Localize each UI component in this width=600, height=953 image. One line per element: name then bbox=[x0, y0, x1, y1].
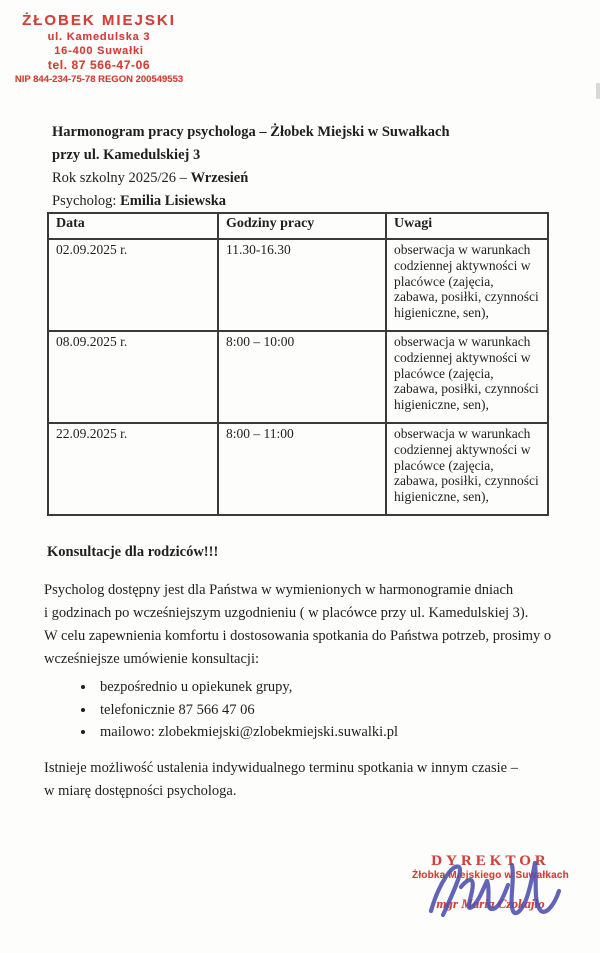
notes-cell: obserwacja w warunkach codziennej aktywności w placówce (zajęcia, zabawa, posiłki, czynności higieniczne, sen), bbox=[386, 331, 548, 423]
table-header-row bbox=[48, 213, 548, 239]
document-title-line2: przy ul. Kamedulskiej 3 bbox=[52, 147, 201, 163]
nursery-address-stamp bbox=[10, 12, 188, 86]
school-year-month: Wrzesień bbox=[190, 170, 249, 186]
stamp-nip-regon: NIP 844-234-75-78 REGON 200549553 bbox=[14, 74, 184, 85]
contact-options-list bbox=[44, 676, 576, 744]
closing-paragraph bbox=[44, 757, 569, 803]
contact-option-email: • mailowo: zlobekmiejski@zlobekmiejski.suwalki.pl bbox=[96, 721, 576, 744]
psychologist-name: Emilia Lisiewska bbox=[120, 193, 227, 209]
stamp-nursery-name: ŻŁOBEK MIEJSKI bbox=[22, 12, 176, 29]
consultations-intro-paragraph bbox=[44, 579, 569, 671]
table-row bbox=[48, 423, 548, 515]
stamp-phone: tel. 87 566-47-06 bbox=[47, 58, 151, 72]
contact-option-phone: • telefonicznie 87 566 47 06 bbox=[96, 699, 576, 722]
closing-line: w miarę dostępności psychologa. bbox=[44, 783, 237, 799]
school-year-prefix: Rok szkolny 2025/26 – bbox=[52, 170, 191, 186]
document-header bbox=[52, 121, 562, 213]
director-stamp bbox=[393, 853, 588, 911]
psychologist-line bbox=[52, 190, 562, 213]
intro-line: i godzinach po wcześniejszym uzgodnieniu ( w placówce przy ul. Kamedulskiej 3). bbox=[44, 605, 529, 621]
hours-cell: 11.30-16.30 bbox=[218, 239, 386, 331]
director-subtitle: Żłobka Miejskiego w Suwałkach bbox=[412, 870, 569, 881]
date-cell: 08.09.2025 r. bbox=[48, 331, 218, 423]
school-year-line bbox=[52, 167, 562, 190]
contact-option-caregivers: • bezpośrednio u opiekunek grupy, bbox=[96, 676, 576, 699]
date-cell: 02.09.2025 r. bbox=[48, 239, 218, 331]
intro-line: Psycholog dostępny jest dla Państwa w wymienionych w harmonogramie dniach bbox=[44, 582, 514, 598]
director-name: mgr Maria Czokajło bbox=[436, 896, 545, 911]
stamp-street: ul. Kamedulska 3 bbox=[47, 31, 151, 43]
schedule-table bbox=[47, 212, 549, 516]
consultations-heading: Konsultacje dla rodziców!!! bbox=[47, 544, 219, 560]
intro-line: W celu zapewnienia komfortu i dostosowania spotkania do Państwa potrzeb, prosimy o bbox=[44, 628, 552, 644]
psychologist-prefix: Psycholog: bbox=[52, 193, 121, 209]
column-header-date: Data bbox=[48, 213, 218, 239]
director-title: DYREKTOR bbox=[431, 853, 550, 869]
column-header-hours: Godziny pracy bbox=[218, 213, 386, 239]
notes-cell: obserwacja w warunkach codziennej aktywności w placówce (zajęcia, zabawa, posiłki, czynności higieniczne, sen), bbox=[386, 239, 548, 331]
notes-cell: obserwacja w warunkach codziennej aktywności w placówce (zajęcia, zabawa, posiłki, czynności higieniczne, sen), bbox=[386, 423, 548, 515]
document-title-line1: Harmonogram pracy psychologa – Żłobek Miejski w Suwałkach bbox=[52, 124, 450, 140]
column-header-notes: Uwagi bbox=[386, 213, 548, 239]
table-row bbox=[48, 239, 548, 331]
scan-artifact bbox=[596, 83, 600, 99]
table-row bbox=[48, 331, 548, 423]
hours-cell: 8:00 – 10:00 bbox=[218, 331, 386, 423]
date-cell: 22.09.2025 r. bbox=[48, 423, 218, 515]
closing-line: Istnieje możliwość ustalenia indywidualnego terminu spotkania w innym czasie – bbox=[44, 760, 518, 776]
intro-line: wcześniejsze umówienie konsultacji: bbox=[44, 651, 260, 667]
stamp-city: 16-400 Suwałki bbox=[54, 45, 144, 57]
hours-cell: 8:00 – 11:00 bbox=[218, 423, 386, 515]
